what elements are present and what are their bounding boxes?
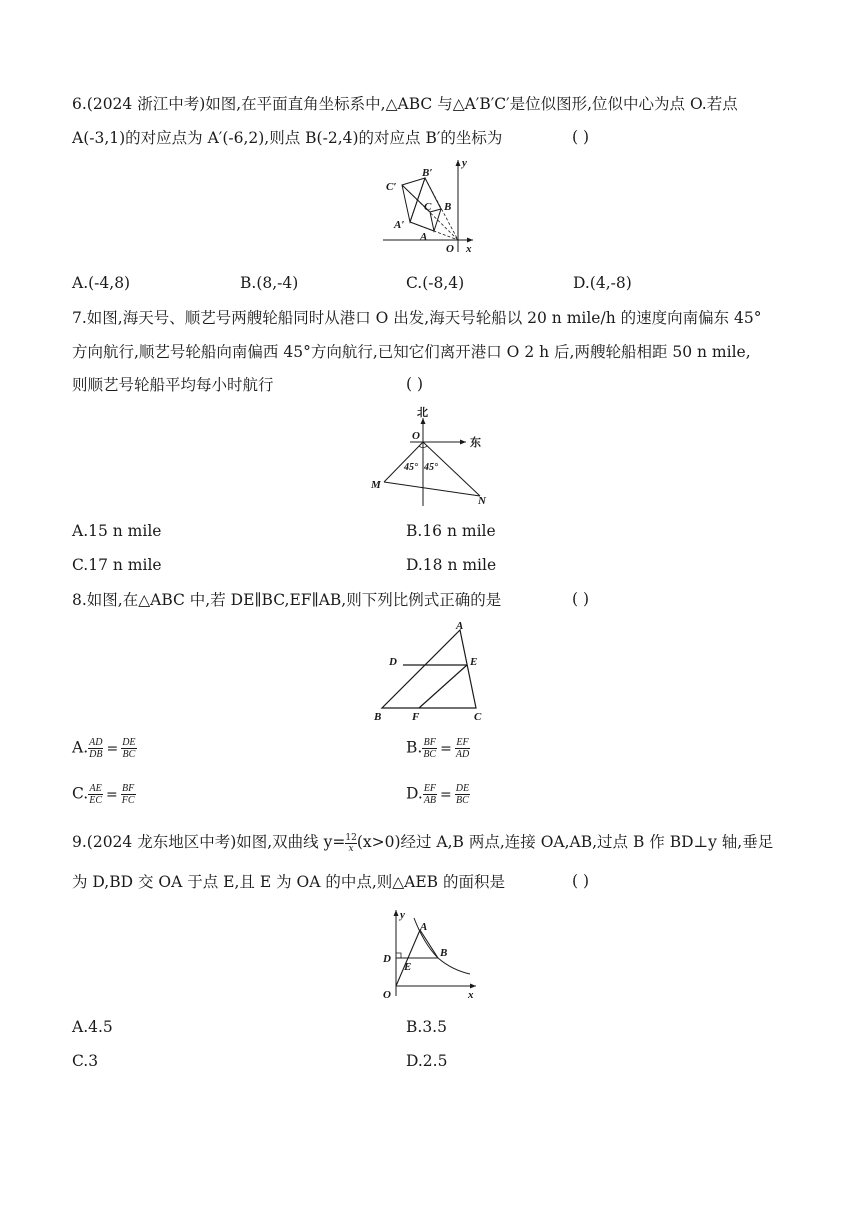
q9-label-y: y bbox=[400, 909, 405, 921]
q8-option-c-label: C. bbox=[72, 784, 89, 803]
q8-label-a: A bbox=[456, 620, 464, 632]
q6-label-x: x bbox=[466, 243, 472, 255]
q9-option-d[interactable]: D.2.5 bbox=[406, 1052, 448, 1070]
q9-figure bbox=[378, 906, 480, 1000]
q8-answer-bracket[interactable]: ( ) bbox=[572, 590, 590, 608]
q8-label-f: F bbox=[412, 711, 420, 723]
q6-label-c: C bbox=[424, 201, 432, 213]
q9-stem-pre: 9.(2024 龙东地区中考)如图,双曲线 y= bbox=[72, 833, 346, 851]
q8-stem-line1: 8.如图,在△ABC 中,若 DE∥BC,EF∥AB,则下列比例式正确的是 bbox=[72, 591, 502, 609]
q8-option-a-frac1: $\frac{AD}{DB}$ bbox=[89, 737, 103, 760]
q8-option-b-eq: = bbox=[440, 740, 452, 757]
q8-option-a-frac2: $\frac{DE}{BC}$ bbox=[122, 737, 136, 760]
q7-option-d[interactable]: D.18 n mile bbox=[406, 556, 497, 574]
q8-label-b: B bbox=[374, 711, 382, 723]
q8-option-d-eq: = bbox=[440, 786, 452, 803]
q8-option-c-frac1: $\frac{AE}{EC}$ bbox=[89, 783, 103, 806]
q8-option-b-frac1: $\frac{BF}{BC}$ bbox=[423, 737, 437, 760]
q8-label-d: D bbox=[389, 656, 397, 668]
q9-option-b[interactable]: B.3.5 bbox=[406, 1018, 447, 1036]
q9-label-a: A bbox=[420, 921, 428, 933]
q7-answer-bracket[interactable]: ( ) bbox=[406, 375, 424, 393]
q6-option-b[interactable]: B.(8,-4) bbox=[240, 274, 299, 292]
q9-label-x: x bbox=[468, 989, 474, 1001]
q7-label-m: M bbox=[371, 479, 381, 491]
q8-option-b-frac2: $\frac{EF}{AD}$ bbox=[455, 737, 470, 760]
q9-label-e: E bbox=[404, 961, 412, 973]
q9-answer-bracket[interactable]: ( ) bbox=[572, 872, 590, 890]
q6-label-b: B bbox=[444, 201, 452, 213]
q9-stem-line2: 为 D,BD 交 OA 于点 E,且 E 为 OA 的中点,则△AEB 的面积是 bbox=[72, 873, 505, 891]
q9-label-b: B bbox=[440, 947, 448, 959]
q7-label-n: N bbox=[478, 495, 486, 507]
q6-label-y: y bbox=[462, 157, 467, 169]
q8-option-b-label: B. bbox=[406, 738, 423, 757]
q8-option-c-eq: = bbox=[106, 786, 118, 803]
q6-option-a[interactable]: A.(-4,8) bbox=[72, 274, 131, 292]
q7-option-a[interactable]: A.15 n mile bbox=[72, 522, 162, 540]
q7-stem-line2: 方向航行,顺艺号轮船向南偏西 45°方向航行,已知它们离开港口 O 2 h 后,两艘轮船相距 50 n mile, bbox=[72, 343, 751, 361]
q6-stem-line2: A(-3,1)的对应点为 A′(-6,2),则点 B(-2,4)的对应点 B′的坐标为 bbox=[72, 129, 503, 147]
q6-figure bbox=[378, 156, 478, 256]
q7-label-east: 东 bbox=[470, 436, 481, 449]
q8-option-d-frac1: $\frac{EF}{AB}$ bbox=[423, 783, 437, 806]
q7-stem-line1: 7.如图,海天号、顺艺号两艘轮船同时从港口 O 出发,海天号轮船以 20 n mile/h 的速度向南偏东 45° bbox=[72, 309, 762, 327]
q8-figure bbox=[370, 620, 490, 724]
q8-option-c-frac2: $\frac{BF}{FC}$ bbox=[121, 783, 135, 806]
q8-option-a[interactable] bbox=[72, 737, 137, 760]
q6-label-b1: B′ bbox=[422, 167, 433, 179]
q7-option-b[interactable]: B.16 n mile bbox=[406, 522, 496, 540]
q6-option-c[interactable]: C.(-8,4) bbox=[406, 274, 465, 292]
q7-label-angle2: 45° bbox=[424, 462, 438, 473]
q8-option-d-label: D. bbox=[406, 784, 423, 803]
q7-label-angle1: 45° bbox=[404, 462, 418, 473]
q8-option-d[interactable] bbox=[406, 783, 470, 806]
q8-option-c[interactable] bbox=[72, 783, 136, 806]
q8-option-a-eq: = bbox=[106, 740, 119, 757]
q9-stem-post: (x>0)经过 A,B 两点,连接 OA,AB,过点 B 作 BD⊥y 轴,垂足 bbox=[356, 833, 774, 851]
q9-stem-fraction: $\frac{12}{x}$ bbox=[345, 832, 357, 854]
q6-label-c1: C′ bbox=[386, 181, 397, 193]
q6-label-a1: A′ bbox=[394, 219, 405, 231]
q9-option-c[interactable]: C.3 bbox=[72, 1052, 99, 1070]
q7-label-o: O bbox=[412, 430, 420, 442]
q7-figure bbox=[366, 404, 496, 509]
q6-label-o: O bbox=[446, 243, 454, 255]
q6-label-a: A bbox=[420, 231, 428, 243]
q9-stem-line1 bbox=[72, 832, 773, 854]
q7-option-c[interactable]: C.17 n mile bbox=[72, 556, 162, 574]
q9-label-o: O bbox=[383, 989, 391, 1001]
q8-label-e: E bbox=[470, 656, 478, 668]
q6-option-d[interactable]: D.(4,-8) bbox=[573, 274, 632, 292]
q9-option-a[interactable]: A.4.5 bbox=[72, 1018, 113, 1036]
q8-option-d-frac2: $\frac{DE}{BC}$ bbox=[455, 783, 470, 806]
q8-option-b[interactable] bbox=[406, 737, 470, 760]
q9-label-d: D bbox=[383, 953, 391, 965]
q6-answer-bracket[interactable]: ( ) bbox=[572, 128, 590, 146]
q8-option-a-label: A. bbox=[72, 738, 89, 757]
q8-label-c: C bbox=[474, 711, 482, 723]
q6-stem-line1: 6.(2024 浙江中考)如图,在平面直角坐标系中,△ABC 与△A′B′C′是位似图形,位似中心为点 O.若点 bbox=[72, 95, 738, 113]
q7-label-north: 北 bbox=[417, 406, 428, 419]
q7-stem-line3: 则顺艺号轮船平均每小时航行 bbox=[72, 376, 274, 394]
